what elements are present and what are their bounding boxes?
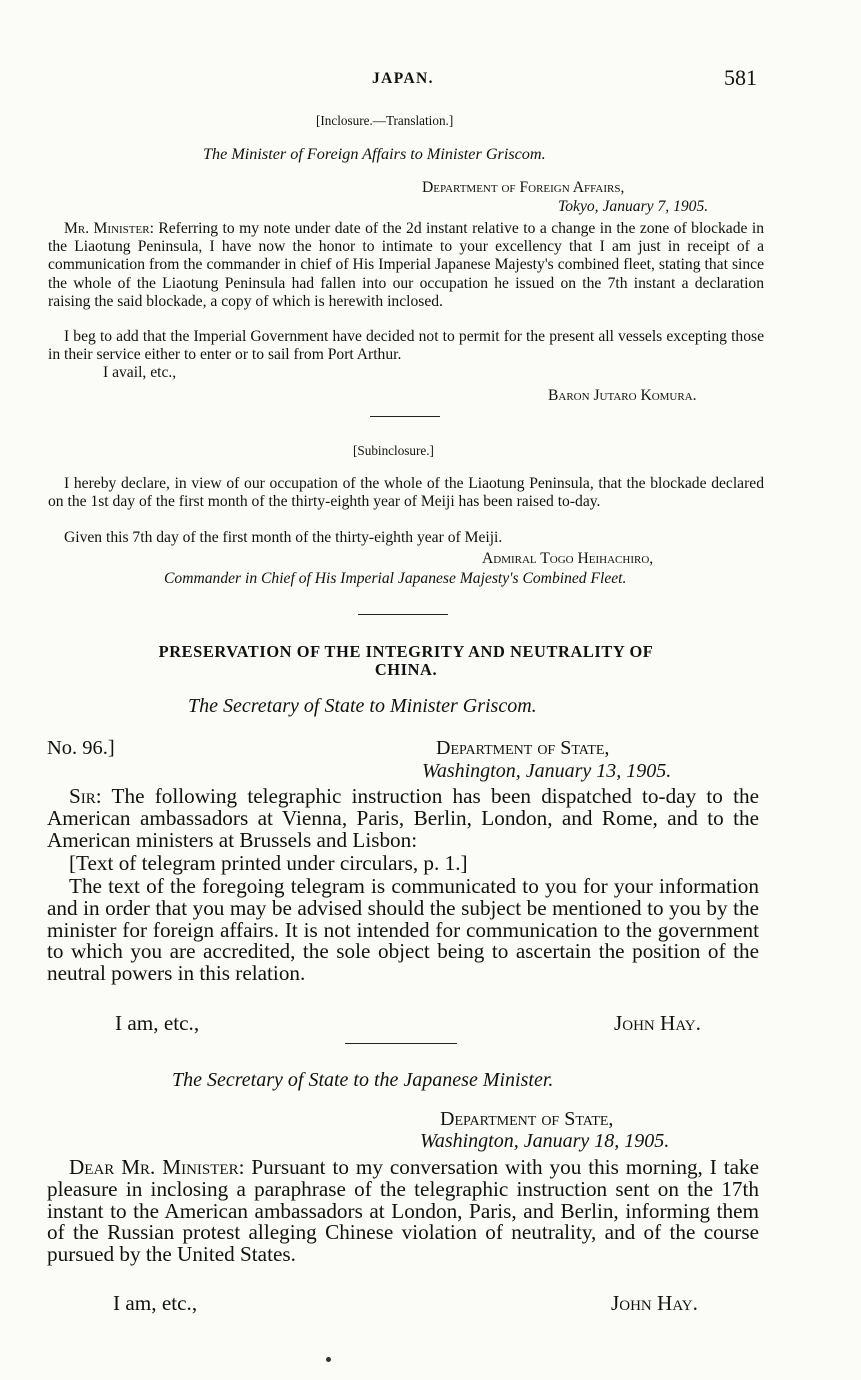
- letter3-salutation: Dear Mr. Minister:: [69, 1155, 245, 1179]
- page-number: 581: [724, 65, 757, 90]
- letter1-salutation: Mr. Minister:: [64, 220, 154, 237]
- letter1-signature: Baron Jutaro Komura.: [548, 387, 697, 404]
- letter1-body: Referring to my note under date of the 2d instant relative to a change in the zone of blockade in the Liaotung Peninsula, I have now the honor to intimate to your excellency that I am just in receipt of a communication from the commander in chief of His Imperial Japanese Majesty's combined fleet, stating that since the whole of the Liaotung Peninsula had fallen into our occupation he issued on the 7th instant a declaration raising the said blockade, a copy of which is herewith inclosed.: [48, 220, 764, 310]
- printer-mark-icon: [326, 1357, 331, 1362]
- letter2-title: The Secretary of State to Minister Griscom.: [188, 695, 537, 717]
- divider-2: [358, 614, 448, 615]
- divider-3: [345, 1043, 457, 1044]
- letter2-signature: John Hay.: [614, 1011, 701, 1035]
- subinclosure-para2: Given this 7th day of the first month of the thirty-eighth year of Meiji.: [64, 529, 503, 546]
- letter2-body: The following telegraphic instruction has been dispatched to-day to the American ambassadors at Vienna, Paris, Berlin, London, and Rome, and to the American ministers at Brussels and Lisbon:: [47, 784, 759, 852]
- letter1-dept: Department of Foreign Affairs,: [422, 179, 625, 196]
- letter2-para2: [Text of telegram printed under circulars, p. 1.]: [69, 851, 468, 875]
- letter2-salutation: Sir:: [69, 784, 102, 808]
- letter2-dept: Department of State,: [436, 737, 610, 759]
- section-heading-line2: CHINA.: [374, 660, 438, 679]
- letter2-closing: I am, etc.,: [115, 1011, 200, 1035]
- letter2-date: Washington, January 13, 1905.: [422, 760, 672, 782]
- letter3-body: Pursuant to my conversation with you this morning, I take pleasure in inclosing a paraphrase of the telegraphic instruction sent on the 17th instant to the American ambassadors at London, Paris, and Berlin, informing them of the Russian protest alleging Chinese violation of neutrality, and of the course pursued by the United States.: [47, 1155, 760, 1267]
- running-title: JAPAN.: [372, 70, 434, 87]
- letter1-para1: [48, 220, 764, 311]
- letter2-number: No. 96.]: [47, 737, 115, 759]
- subinclosure-label: [Subinclosure.]: [353, 443, 434, 458]
- letter2-para1: [47, 786, 759, 851]
- letter3-date: Washington, January 18, 1905.: [420, 1130, 670, 1152]
- section-heading-line1: PRESERVATION OF THE INTEGRITY AND NEUTRALITY OF: [158, 642, 654, 661]
- letter1-closing: I avail, etc.,: [103, 364, 177, 381]
- letter1-para2: I beg to add that the Imperial Government have decided not to permit for the present all vessels excepting those in their service either to enter or to sail from Port Arthur.: [48, 328, 764, 364]
- letter1-title: The Minister of Foreign Affairs to Minister Griscom.: [203, 145, 546, 163]
- letter3-signature: John Hay.: [611, 1291, 698, 1315]
- subinclosure-signature-title: Commander in Chief of His Imperial Japanese Majesty's Combined Fleet.: [164, 570, 627, 587]
- divider-1: [370, 416, 440, 417]
- letter3-dept: Department of State,: [440, 1108, 614, 1130]
- letter2-para3: The text of the foregoing telegram is communicated to you for your information and in order that you may be advised should the subject be mentioned to you by the minister for foreign affairs. It is not intended for communication to the government to which you are accredited, the sole object being to ascertain the position of the neutral powers in this relation.: [47, 874, 759, 986]
- inclosure-label: [Inclosure.—Translation.]: [316, 113, 454, 128]
- letter3-closing: I am, etc.,: [113, 1291, 198, 1315]
- letter3-title: The Secretary of State to the Japanese Minister.: [172, 1069, 554, 1091]
- letter3-para1: [47, 1157, 759, 1266]
- subinclosure-signature: Admiral Togo Heihachiro,: [482, 550, 654, 567]
- letter1-date: Tokyo, January 7, 1905.: [558, 198, 709, 215]
- subinclosure-para1: I hereby declare, in view of our occupation of the whole of the Liaotung Peninsula, that the blockade declared on the 1st day of the first month of the thirty-eighth year of Meiji has been raised to-day.: [48, 475, 764, 511]
